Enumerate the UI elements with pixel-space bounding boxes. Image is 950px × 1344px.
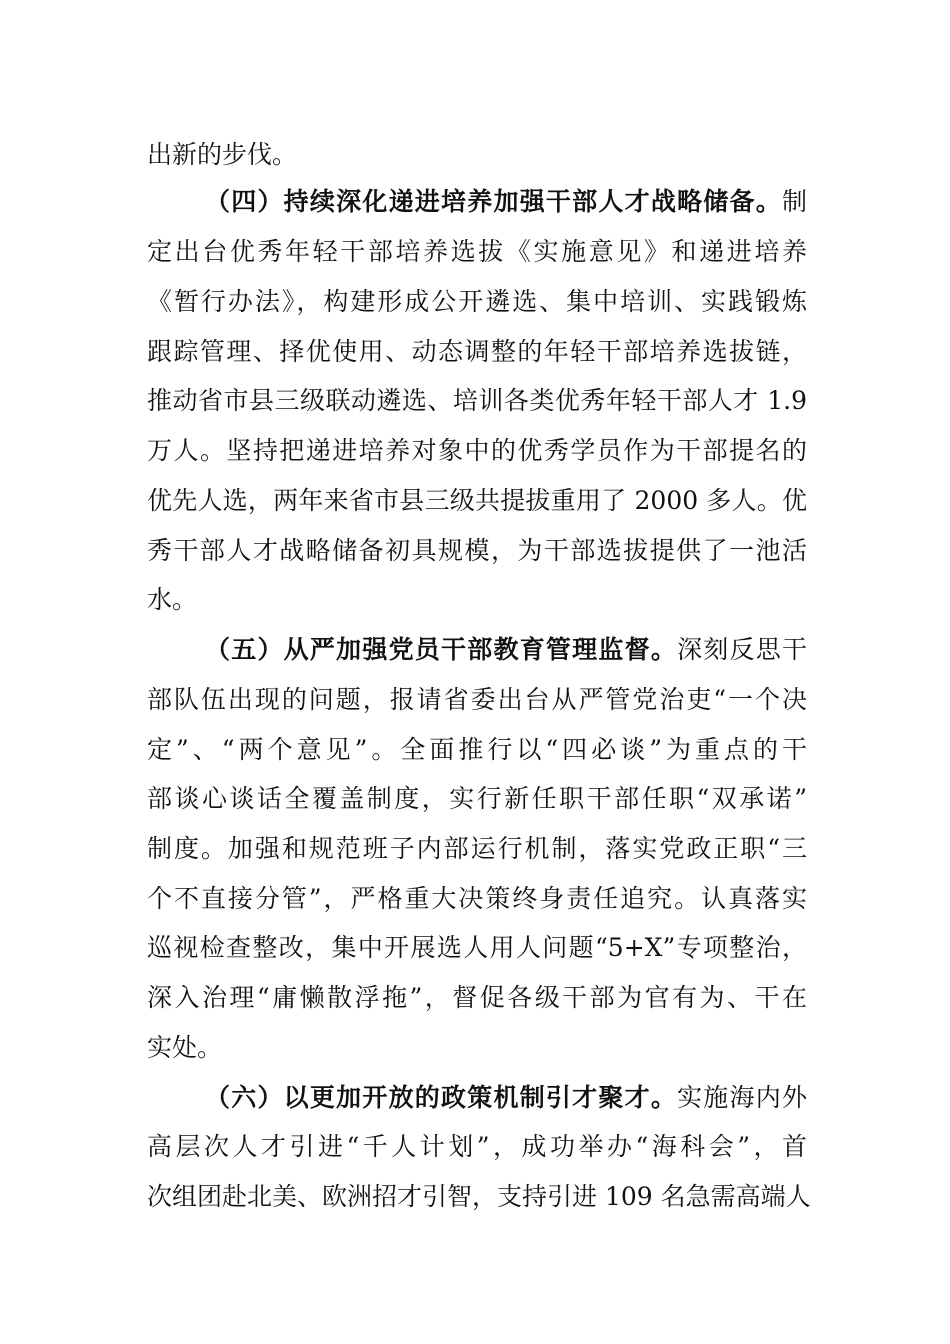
paragraph-line bbox=[147, 829, 807, 869]
line-text: 次组团赴北美、欧洲招才引智，支持引进 109 名急需高端人 bbox=[147, 1182, 811, 1211]
paragraph-line bbox=[147, 381, 807, 421]
line-text: 优先人选，两年来省市县三级共提拔重用了 2000 多人。优 bbox=[147, 486, 807, 515]
line-text: 深刻反思干 bbox=[677, 635, 807, 664]
section-heading: （六）以更加开放的政策机制引才聚才。 bbox=[205, 1083, 678, 1112]
line-text: 制 bbox=[781, 187, 807, 216]
line-text: 秀干部人才战略储备初具规模，为干部选拔提供了一池活 bbox=[147, 536, 807, 565]
paragraph-line bbox=[147, 928, 807, 968]
line-text: 部谈心谈话全覆盖制度，实行新任职干部任职“双承诺” bbox=[147, 784, 807, 813]
paragraph-line bbox=[147, 282, 807, 322]
line-text: 定”、“两个意见”。全面推行以“四必谈”为重点的干 bbox=[147, 735, 807, 764]
paragraph-line bbox=[147, 779, 807, 819]
line-text: 实施海内外 bbox=[677, 1083, 807, 1112]
paragraph-line bbox=[147, 1127, 807, 1167]
paragraph-line bbox=[147, 332, 807, 372]
line-text: 高层次人才引进“千人计划”，成功举办“海科会”，首 bbox=[147, 1132, 807, 1161]
line-text: 巡视检查整改，集中开展选人用人问题“5+X”专项整治， bbox=[147, 933, 807, 962]
paragraph-line bbox=[147, 730, 807, 770]
section-heading: （四）持续深化递进培养加强干部人才战略储备。 bbox=[205, 187, 782, 216]
line-text: 定出台优秀年轻干部培养选拔《实施意见》和递进培养 bbox=[147, 237, 807, 266]
paragraph-line bbox=[205, 1078, 807, 1118]
line-text: 万人。坚持把递进培养对象中的优秀学员作为干部提名的 bbox=[147, 436, 807, 465]
paragraph-line bbox=[147, 680, 807, 720]
paragraph-line bbox=[147, 978, 807, 1018]
line-text: 实处。 bbox=[147, 1033, 223, 1062]
line-text: 制度。加强和规范班子内部运行机制，落实党政正职“三 bbox=[147, 834, 807, 863]
line-text: 个不直接分管”，严格重大决策终身责任追究。认真落实 bbox=[147, 884, 807, 913]
line-text: 《暂行办法》，构建形成公开遴选、集中培训、实践锻炼 bbox=[147, 287, 807, 316]
line-text: 出新的步伐。 bbox=[147, 140, 298, 169]
paragraph-line bbox=[147, 232, 807, 272]
paragraph-line bbox=[147, 1177, 811, 1217]
paragraph-line bbox=[205, 182, 807, 222]
line-text: 跟踪管理、择优使用、动态调整的年轻干部培养选拔链， bbox=[147, 337, 807, 366]
paragraph-line bbox=[147, 580, 807, 620]
section-heading: （五）从严加强党员干部教育管理监督。 bbox=[205, 635, 678, 664]
line-text: 深入治理“庸懒散浮拖”，督促各级干部为官有为、干在 bbox=[147, 983, 807, 1012]
line-text: 部队伍出现的问题，报请省委出台从严管党治吏“一个决 bbox=[147, 685, 807, 714]
paragraph-line bbox=[147, 431, 807, 471]
line-text: 推动省市县三级联动遴选、培训各类优秀年轻干部人才 1.9 bbox=[147, 386, 807, 415]
paragraph-line bbox=[147, 481, 807, 521]
paragraph-line bbox=[147, 879, 807, 919]
line-text: 水。 bbox=[147, 585, 198, 614]
paragraph-line bbox=[147, 135, 807, 175]
paragraph-line bbox=[147, 531, 807, 571]
paragraph-line bbox=[147, 1028, 807, 1068]
paragraph-line bbox=[205, 630, 807, 670]
